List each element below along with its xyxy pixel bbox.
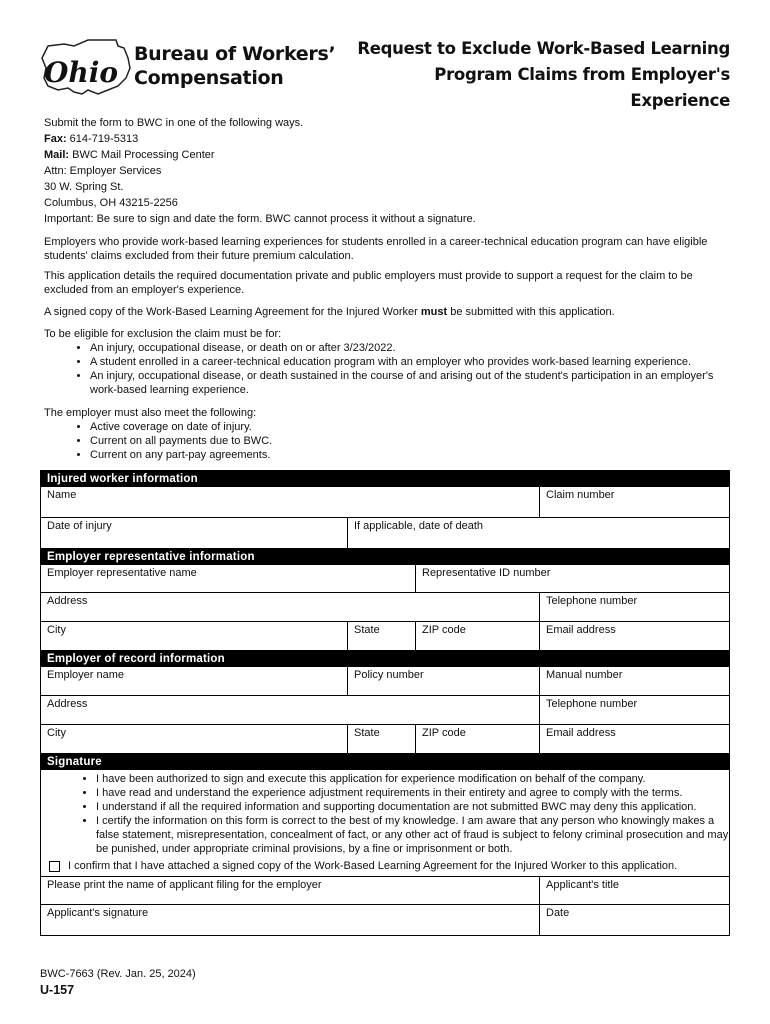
list-item: • Current on all payments due to BWC. [90,434,734,448]
employer-email-field[interactable]: Email address [539,725,729,753]
confirm-checkbox[interactable] [49,861,60,872]
employer-zip-field[interactable]: ZIP code [415,725,539,753]
form-code: U-157 [40,983,75,997]
employer-requirements-list: The employer must also meet the following: • Active coverage on date of injury. • Current on all payments due to BWC. • Current on any part-pay agreements. [44,406,734,462]
confirm-agreement-row[interactable] [41,856,729,876]
employer-telephone-field[interactable]: Telephone number [539,696,729,724]
list-item: • I have read and understand the experience adjustment requirements in their entirety and agree to comply with the terms. [96,786,729,800]
date-of-death-field[interactable]: If applicable, date of death [347,518,729,548]
employer-city-field[interactable]: City [47,727,66,739]
list-item: • An injury, occupational disease, or death sustained in the course of and arising out of the student's participation in an employer's work-based learning experience. [90,369,734,397]
important-note: Important: Be sure to sign and date the form. BWC cannot process it without a signature. [44,213,476,225]
svg-text:Ohio: Ohio [44,56,119,89]
rep-email-field[interactable]: Email address [539,622,729,650]
ohio-logo-icon [38,38,134,96]
list-item: • I certify the information on this form is correct to the best of my knowledge. I am aware that any person who knowingly makes a false statement, misrepresentation, concealment of fact, or any other act of fraud is subject to felony criminal prosecution and may be punished, under appropriate criminal provisions, by a fine or imprisonment or both. [96,814,729,856]
applicant-signature-field[interactable]: Applicant's signature [47,907,149,919]
rep-id-field[interactable]: Representative ID number [415,565,729,592]
application-form [40,470,730,936]
rep-address-field[interactable]: Address [47,595,88,607]
employer-address-field[interactable]: Address [47,698,88,710]
list-item: • I understand if all the required information and supporting documentation are not submitted BWC may deny this application. [96,800,729,814]
applicant-title-field[interactable]: Applicant's title [539,877,729,904]
employer-state-field[interactable]: State [347,725,415,753]
form-revision: BWC-7663 (Rev. Jan. 25, 2024) [40,968,196,980]
section-signature: Signature [41,754,729,770]
list-item: • A student enrolled in a career-technical education program with an employer who provides work-based learning experience. [90,355,734,369]
paragraph-agreement-required: A signed copy of the Work-Based Learning Agreement for the Injured Worker must be submitted with this application. [44,306,615,318]
date-of-injury-field[interactable]: Date of injury [47,520,112,532]
list-item: • Active coverage on date of injury. [90,420,734,434]
rep-name-field[interactable]: Employer representative name [47,567,197,579]
organization-name: Bureau of Workers’ Compensation [134,43,336,89]
policy-number-field[interactable]: Policy number [347,667,539,695]
manual-number-field[interactable]: Manual number [539,667,729,695]
list-item: • I have been authorized to sign and execute this application for experience modification on behalf of the company. [96,772,729,786]
section-employer-of-record: Employer of record information [41,651,729,667]
mail-address-line: BWC Mail Processing Center [69,149,215,161]
submission-instructions: Submit the form to BWC in one of the following ways. Fax: 614-719-5313 Mail: BWC Mail Processing Center Attn: Employer Services 30 W. Spring St. Columbus, OH 43215-2256 Important: Be sure to sign and date the form. BWC cannot process it without a signature. [44,115,734,227]
claim-number-field[interactable]: Claim number [539,487,729,517]
fax-number: 614-719-5313 [66,133,139,145]
confirm-label: I confirm that I have attached a signed copy of the Work-Based Learning Agreement for the Injured Worker to this application. [68,860,678,872]
rep-telephone-field[interactable]: Telephone number [539,593,729,621]
list-item: • An injury, occupational disease, or death on or after 3/23/2022. [90,341,734,355]
applicant-name-field[interactable]: Please print the name of applicant filing for the employer [47,879,322,891]
list-item: • Current on any part-pay agreements. [90,448,734,462]
signature-date-field[interactable]: Date [539,905,729,935]
eligibility-list: To be eligible for exclusion the claim must be for: • An injury, occupational disease, or death on or after 3/23/2022. • A student enrolled in a career-technical education program with an employer who provides work-based learning experience. • An injury, occupational disease, or death sustained in the course of and arising out of the student's participation in an employer's work-based learning experience. [44,327,734,397]
page-title: Request to Exclude Work-Based Learning Program Claims from Employer's Experience [357,39,730,110]
rep-zip-field[interactable]: ZIP code [415,622,539,650]
section-injured-worker: Injured worker information [41,471,729,487]
rep-city-field[interactable]: City [47,624,66,636]
paragraph-documentation: This application details the required documentation private and public employers must provide to support a request for the claim to be excluded from an employer's experience. [44,270,693,296]
section-employer-representative: Employer representative information [41,549,729,565]
signature-statements [41,770,729,877]
injured-name-field[interactable]: Name [47,489,77,501]
rep-state-field[interactable]: State [347,622,415,650]
employer-name-field[interactable]: Employer name [47,669,125,681]
paragraph-eligibility-overview: Employers who provide work-based learning experiences for students enrolled in a career-technical education program can have eligible students' claims excluded from their future premium calculation. [44,236,708,262]
